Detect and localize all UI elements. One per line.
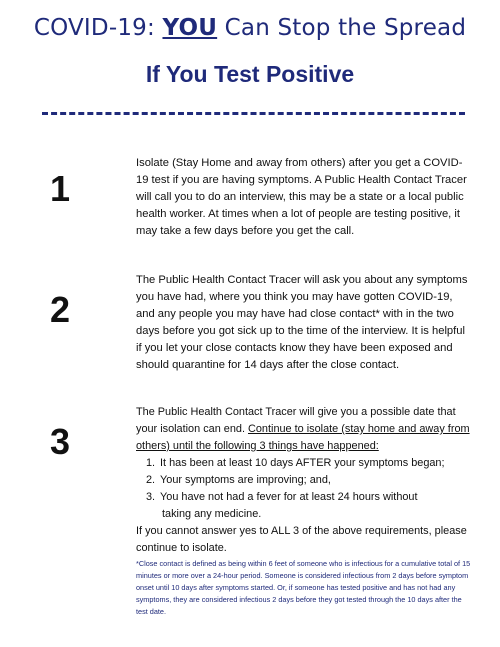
dashed-divider	[42, 112, 465, 119]
step-1-text: Isolate (Stay Home and away from others) after you get a COVID-19 test if you are having symptoms. A Public Health Contact Tracer will call you to do an interview, this may be a state or a local public health worker. At times when a lot of people are testing positive, it may take a few days before you get the call.	[136, 157, 467, 237]
step-number-3: 3	[50, 421, 71, 462]
step-3-intro-underlined: Continue to isolate (stay home and away from others) until the following 3 things have happened:	[136, 423, 470, 452]
step-3-intro-text: The Public Health Contact Tracer will give you a possible date that your isolation can end.	[136, 406, 456, 435]
requirement-item: 3. You have not had a fever for at least 24 hours without	[146, 491, 418, 503]
headline-emphasis: YOU	[162, 15, 218, 41]
requirement-3-continuation: taking any medicine.	[162, 508, 262, 520]
requirement-item: 1. It has been at least 10 days AFTER your symptoms began;	[146, 457, 445, 469]
step-number-2: 2	[50, 289, 71, 330]
step-3-intro	[136, 404, 471, 455]
page-subtitle: If You Test Positive	[145, 61, 355, 87]
page-headline	[0, 15, 500, 41]
requirements-list	[136, 455, 471, 506]
step-number-1: 1	[50, 168, 71, 209]
requirement-item: 2. Your symptoms are improving; and,	[146, 474, 331, 486]
step-3-block	[136, 404, 471, 557]
close-contact-footnote: *Close contact is defined as being within 6 feet of someone who is infectious for a cumulative total of 15 minutes or more over a 24-hour period. Someone is considered infectious from 2 days before symptom onset until 10 days after symptoms started. Or, if someone has tested positive and has not had any symptoms, they are considered infectious 2 days before they got tested through the 10 days after the test date.	[136, 559, 471, 616]
step-3-closing: If you cannot answer yes to ALL 3 of the above requirements, please continue to isolate.	[136, 525, 467, 554]
headline-prefix: COVID-19:	[33, 15, 163, 41]
headline-suffix: Can Stop the Spread	[217, 15, 467, 41]
step-2-text: The Public Health Contact Tracer will ask you about any symptoms you have had, where you think you may have gotten COVID-19, and any people you may have had close contact* with in the two days before you got sick up to the time of the interview. It is helpful if you let your close contacts know they have been exposed and should quarantine for 14 days after the close contact.	[136, 274, 468, 371]
